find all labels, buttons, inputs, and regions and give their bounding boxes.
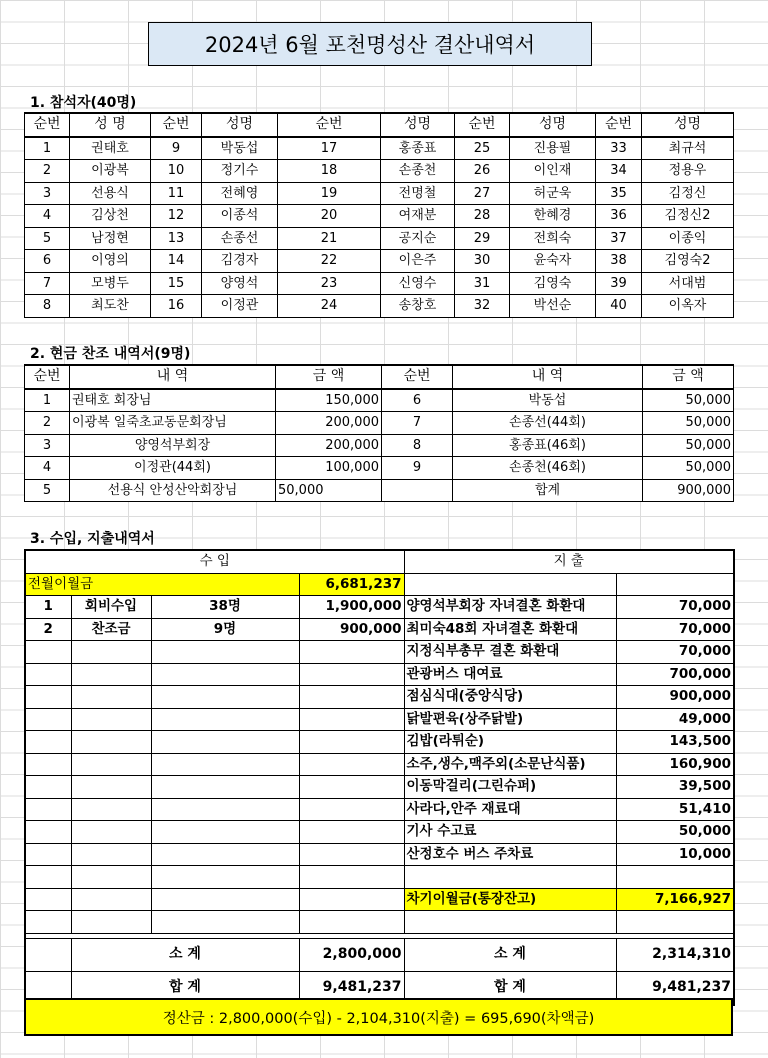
donation-amount: 200,000 bbox=[276, 434, 382, 457]
empty-cell bbox=[25, 663, 71, 686]
donation-detail: 홍종표(46회) bbox=[453, 434, 643, 457]
table-row bbox=[25, 250, 734, 273]
attendee-name: 이영의 bbox=[70, 250, 151, 273]
donation-amount: 100,000 bbox=[276, 457, 382, 480]
empty-cell bbox=[299, 776, 404, 799]
income-count: 9명 bbox=[151, 618, 299, 641]
attendee-name: 전희숙 bbox=[510, 227, 596, 250]
table-header: 성명 bbox=[642, 113, 734, 137]
order-number: 9 bbox=[382, 457, 453, 480]
attendee-name: 이옥자 bbox=[642, 295, 734, 318]
table-row bbox=[25, 731, 734, 754]
attendee-name: 박선순 bbox=[510, 295, 596, 318]
order-number: 37 bbox=[596, 227, 642, 250]
attendee-name: 이종익 bbox=[642, 227, 734, 250]
attendee-name: 김정신 bbox=[642, 182, 734, 205]
expense-item: 산정호수 버스 주차료 bbox=[404, 843, 616, 866]
empty-cell bbox=[71, 776, 151, 799]
attendee-name: 정용우 bbox=[642, 160, 734, 183]
empty-cell bbox=[71, 663, 151, 686]
table-header: 순번 bbox=[25, 365, 70, 389]
table-row bbox=[25, 479, 734, 502]
donation-detail: 손종선(44회) bbox=[453, 412, 643, 435]
table-header: 성 명 bbox=[70, 113, 151, 137]
income-amount: 1,900,000 bbox=[299, 596, 404, 619]
income-total: 9,481,237 bbox=[299, 971, 404, 1005]
order-number: 21 bbox=[278, 227, 381, 250]
expense-amount: 70,000 bbox=[616, 618, 734, 641]
income-total-label: 합 계 bbox=[71, 971, 299, 1005]
order-number: 18 bbox=[278, 160, 381, 183]
empty-cell bbox=[151, 843, 299, 866]
table-row bbox=[25, 412, 734, 435]
order-number: 7 bbox=[382, 412, 453, 435]
order-number: 1 bbox=[25, 137, 70, 160]
empty-cell bbox=[151, 686, 299, 709]
empty-cell bbox=[25, 821, 71, 844]
order-number: 34 bbox=[596, 160, 642, 183]
attendee-name: 박동섭 bbox=[202, 137, 278, 160]
empty-cell bbox=[299, 866, 404, 889]
order-number: 28 bbox=[455, 205, 510, 228]
attendee-name: 이광복 bbox=[70, 160, 151, 183]
expense-amount: 700,000 bbox=[616, 663, 734, 686]
attendee-name: 양영석 bbox=[202, 272, 278, 295]
empty-cell bbox=[71, 911, 151, 934]
expense-item: 닭발편육(상주닭발) bbox=[404, 708, 616, 731]
income-number: 1 bbox=[25, 596, 71, 619]
expense-subtotal: 2,314,310 bbox=[616, 938, 734, 971]
attendee-name: 서대범 bbox=[642, 272, 734, 295]
order-number: 4 bbox=[25, 457, 70, 480]
income-subtotal-label: 소 계 bbox=[71, 938, 299, 971]
income-number: 2 bbox=[25, 618, 71, 641]
attendee-name: 여재분 bbox=[381, 205, 455, 228]
order-number: 1 bbox=[25, 389, 70, 412]
order-number: 8 bbox=[25, 295, 70, 318]
carry-in-row bbox=[25, 573, 734, 596]
order-number: 2 bbox=[25, 412, 70, 435]
table-header: 금 액 bbox=[643, 365, 734, 389]
attendee-name: 공지순 bbox=[381, 227, 455, 250]
table-header: 순번 bbox=[151, 113, 202, 137]
table-row bbox=[25, 434, 734, 457]
order-number: 12 bbox=[151, 205, 202, 228]
order-number: 23 bbox=[278, 272, 381, 295]
attendee-name: 홍종표 bbox=[381, 137, 455, 160]
empty-cell bbox=[25, 888, 71, 911]
empty-cell bbox=[151, 821, 299, 844]
attendee-name: 김정신2 bbox=[642, 205, 734, 228]
empty-cell bbox=[71, 821, 151, 844]
empty-cell bbox=[71, 731, 151, 754]
attendee-name: 송창호 bbox=[381, 295, 455, 318]
attendee-name: 권태호 bbox=[70, 137, 151, 160]
table-row bbox=[25, 866, 734, 889]
empty-cell bbox=[25, 866, 71, 889]
donation-amount: 150,000 bbox=[276, 389, 382, 412]
empty-cell bbox=[299, 843, 404, 866]
empty-cell bbox=[71, 798, 151, 821]
attendee-name: 전혜영 bbox=[202, 182, 278, 205]
table-row bbox=[25, 618, 734, 641]
empty-cell bbox=[299, 911, 404, 934]
donation-detail: 선용식 안성산악회장님 bbox=[70, 479, 276, 502]
empty-cell bbox=[616, 573, 734, 596]
empty-cell bbox=[25, 938, 71, 971]
income-count: 38명 bbox=[151, 596, 299, 619]
empty-cell bbox=[71, 708, 151, 731]
order-number: 5 bbox=[25, 227, 70, 250]
attendee-name: 남정현 bbox=[70, 227, 151, 250]
donation-detail: 합계 bbox=[453, 479, 643, 502]
order-number: 40 bbox=[596, 295, 642, 318]
empty-cell bbox=[299, 686, 404, 709]
table-row bbox=[25, 160, 734, 183]
order-number: 27 bbox=[455, 182, 510, 205]
table-header: 내 역 bbox=[453, 365, 643, 389]
empty-cell bbox=[299, 641, 404, 664]
empty-cell bbox=[71, 888, 151, 911]
settlement-summary: 정산금 : 2,800,000(수입) - 2,104,310(지출) = 695,690(차액금) bbox=[24, 998, 733, 1036]
attendee-name: 손종천 bbox=[381, 160, 455, 183]
table-header: 금 액 bbox=[276, 365, 382, 389]
expense-item: 기사 수고료 bbox=[404, 821, 616, 844]
donation-detail: 박동섭 bbox=[453, 389, 643, 412]
empty-cell bbox=[299, 708, 404, 731]
order-number: 31 bbox=[455, 272, 510, 295]
table-row bbox=[25, 182, 734, 205]
expense-amount: 49,000 bbox=[616, 708, 734, 731]
attendee-name: 손종선 bbox=[202, 227, 278, 250]
table-row bbox=[25, 843, 734, 866]
attendee-name: 김경자 bbox=[202, 250, 278, 273]
empty-cell bbox=[299, 753, 404, 776]
subtotal-row bbox=[25, 938, 734, 971]
empty-cell bbox=[299, 821, 404, 844]
empty-cell bbox=[25, 708, 71, 731]
order-number: 39 bbox=[596, 272, 642, 295]
order-number: 20 bbox=[278, 205, 381, 228]
table-row bbox=[25, 596, 734, 619]
empty-cell bbox=[151, 663, 299, 686]
order-number: 13 bbox=[151, 227, 202, 250]
donation-detail: 이정관(44회) bbox=[70, 457, 276, 480]
income-header: 수 입 bbox=[25, 550, 404, 573]
table-row bbox=[25, 708, 734, 731]
empty-cell bbox=[151, 753, 299, 776]
table-row bbox=[25, 776, 734, 799]
donation-detail: 손종천(46회) bbox=[453, 457, 643, 480]
table-row bbox=[25, 888, 734, 911]
table-row bbox=[25, 137, 734, 160]
attendee-name: 최도찬 bbox=[70, 295, 151, 318]
empty-cell bbox=[151, 708, 299, 731]
order-number: 6 bbox=[382, 389, 453, 412]
attendee-name: 윤숙자 bbox=[510, 250, 596, 273]
order-number: 26 bbox=[455, 160, 510, 183]
table-header: 성명 bbox=[202, 113, 278, 137]
donation-amount: 50,000 bbox=[643, 389, 734, 412]
order-number: 17 bbox=[278, 137, 381, 160]
expense-item: 지정식부총무 결혼 화환대 bbox=[404, 641, 616, 664]
expense-item: 이동막걸리(그린슈퍼) bbox=[404, 776, 616, 799]
empty-cell bbox=[71, 686, 151, 709]
expense-item: 점심식대(중앙식당) bbox=[404, 686, 616, 709]
expense-total-label: 합 계 bbox=[404, 971, 616, 1005]
attendee-name: 김상천 bbox=[70, 205, 151, 228]
empty-cell bbox=[299, 798, 404, 821]
empty-cell bbox=[151, 911, 299, 934]
order-number: 2 bbox=[25, 160, 70, 183]
donation-amount: 50,000 bbox=[643, 457, 734, 480]
expense-amount: 10,000 bbox=[616, 843, 734, 866]
expense-amount: 50,000 bbox=[616, 821, 734, 844]
expense-amount: 51,410 bbox=[616, 798, 734, 821]
attendee-name: 최규석 bbox=[642, 137, 734, 160]
order-number: 4 bbox=[25, 205, 70, 228]
table-row bbox=[25, 272, 734, 295]
empty-cell bbox=[25, 641, 71, 664]
document-title: 2024년 6월 포천명성산 결산내역서 bbox=[148, 22, 592, 66]
order-number: 11 bbox=[151, 182, 202, 205]
income-item: 찬조금 bbox=[71, 618, 151, 641]
attendee-name: 이인재 bbox=[510, 160, 596, 183]
expense-item: 최미숙48회 자녀결혼 화환대 bbox=[404, 618, 616, 641]
attendee-name: 선용식 bbox=[70, 182, 151, 205]
expense-subtotal-label: 소 계 bbox=[404, 938, 616, 971]
income-item: 회비수입 bbox=[71, 596, 151, 619]
table-row bbox=[25, 686, 734, 709]
section2-title: 2. 현금 찬조 내역서(9명) bbox=[30, 346, 191, 362]
attendee-name: 신영수 bbox=[381, 272, 455, 295]
table-row bbox=[25, 205, 734, 228]
empty-cell bbox=[151, 798, 299, 821]
table-row bbox=[25, 798, 734, 821]
order-number: 22 bbox=[278, 250, 381, 273]
empty-cell bbox=[616, 911, 734, 934]
attendee-table bbox=[24, 112, 734, 318]
order-number: 7 bbox=[25, 272, 70, 295]
attendee-name: 전명철 bbox=[381, 182, 455, 205]
attendee-name: 모병두 bbox=[70, 272, 151, 295]
order-number: 15 bbox=[151, 272, 202, 295]
table-header: 순번 bbox=[278, 113, 381, 137]
order-number: 38 bbox=[596, 250, 642, 273]
empty-cell bbox=[25, 776, 71, 799]
attendee-name: 이은주 bbox=[381, 250, 455, 273]
expense-total: 9,481,237 bbox=[616, 971, 734, 1005]
empty-cell bbox=[25, 798, 71, 821]
empty-cell bbox=[299, 888, 404, 911]
donation-amount: 200,000 bbox=[276, 412, 382, 435]
attendee-name: 한혜경 bbox=[510, 205, 596, 228]
order-number: 14 bbox=[151, 250, 202, 273]
empty-cell bbox=[151, 888, 299, 911]
table-header: 성명 bbox=[510, 113, 596, 137]
table-row bbox=[25, 457, 734, 480]
order-number: 16 bbox=[151, 295, 202, 318]
empty-cell bbox=[151, 731, 299, 754]
attendee-name: 김영숙 bbox=[510, 272, 596, 295]
empty-cell bbox=[25, 843, 71, 866]
expense-amount: 70,000 bbox=[616, 641, 734, 664]
donation-amount: 50,000 bbox=[643, 412, 734, 435]
table-row bbox=[25, 663, 734, 686]
expense-item: 양영석부회장 자녀결혼 화환대 bbox=[404, 596, 616, 619]
expense-item: 관광버스 대여료 bbox=[404, 663, 616, 686]
table-header: 순번 bbox=[596, 113, 642, 137]
empty-row bbox=[25, 911, 734, 934]
empty-cell bbox=[151, 866, 299, 889]
section3-title: 3. 수입, 지출내역서 bbox=[30, 531, 155, 547]
order-number: 3 bbox=[25, 434, 70, 457]
order-number: 29 bbox=[455, 227, 510, 250]
order-number: 6 bbox=[25, 250, 70, 273]
carry-in-label: 전월이월금 bbox=[25, 573, 299, 596]
table-row bbox=[25, 641, 734, 664]
attendee-name: 정기수 bbox=[202, 160, 278, 183]
empty-cell bbox=[71, 641, 151, 664]
order-number: 19 bbox=[278, 182, 381, 205]
section1-title: 1. 참석자(40명) bbox=[30, 95, 137, 111]
attendee-name: 허군욱 bbox=[510, 182, 596, 205]
order-number: 33 bbox=[596, 137, 642, 160]
expense-item: 사라다,안주 재료대 bbox=[404, 798, 616, 821]
order-number: 8 bbox=[382, 434, 453, 457]
donation-detail: 이광복 일죽초교동문회장님 bbox=[70, 412, 276, 435]
donation-amount: 50,000 bbox=[643, 434, 734, 457]
empty-cell bbox=[71, 866, 151, 889]
empty-cell bbox=[25, 731, 71, 754]
empty-cell bbox=[404, 573, 616, 596]
order-number bbox=[382, 479, 453, 502]
empty-cell bbox=[71, 753, 151, 776]
order-number: 30 bbox=[455, 250, 510, 273]
donation-amount: 900,000 bbox=[643, 479, 734, 502]
carry-out-value: 7,166,927 bbox=[616, 888, 734, 911]
empty-cell bbox=[71, 843, 151, 866]
table-header: 순번 bbox=[382, 365, 453, 389]
expense-amount: 143,500 bbox=[616, 731, 734, 754]
table-header: 성명 bbox=[381, 113, 455, 137]
order-number: 3 bbox=[25, 182, 70, 205]
order-number: 25 bbox=[455, 137, 510, 160]
donation-detail: 양영석부회장 bbox=[70, 434, 276, 457]
table-header-row bbox=[25, 550, 734, 573]
expense-item: 김밥(라튀순) bbox=[404, 731, 616, 754]
empty-cell bbox=[25, 911, 71, 934]
attendee-name: 이종석 bbox=[202, 205, 278, 228]
empty-cell bbox=[299, 731, 404, 754]
attendee-name: 이정관 bbox=[202, 295, 278, 318]
order-number: 9 bbox=[151, 137, 202, 160]
order-number: 24 bbox=[278, 295, 381, 318]
expense-amount: 900,000 bbox=[616, 686, 734, 709]
empty-cell bbox=[616, 866, 734, 889]
empty-cell bbox=[25, 686, 71, 709]
donation-amount: 50,000 bbox=[276, 479, 382, 502]
table-header: 내 역 bbox=[70, 365, 276, 389]
table-row bbox=[25, 295, 734, 318]
expense-item: 소주,생수,맥주외(소문난식품) bbox=[404, 753, 616, 776]
income-subtotal: 2,800,000 bbox=[299, 938, 404, 971]
table-row bbox=[25, 227, 734, 250]
table-row bbox=[25, 753, 734, 776]
table-row bbox=[25, 389, 734, 412]
order-number: 35 bbox=[596, 182, 642, 205]
attendee-name: 김영숙2 bbox=[642, 250, 734, 273]
order-number: 5 bbox=[25, 479, 70, 502]
table-row bbox=[25, 821, 734, 844]
table-header: 순번 bbox=[25, 113, 70, 137]
empty-cell bbox=[25, 753, 71, 776]
income-expense-table bbox=[24, 549, 735, 1006]
empty-cell bbox=[151, 641, 299, 664]
order-number: 10 bbox=[151, 160, 202, 183]
order-number: 32 bbox=[455, 295, 510, 318]
expense-amount: 39,500 bbox=[616, 776, 734, 799]
expense-amount: 160,900 bbox=[616, 753, 734, 776]
carry-out-label: 차기이월금(통장잔고) bbox=[404, 888, 616, 911]
expense-amount: 70,000 bbox=[616, 596, 734, 619]
empty-cell bbox=[404, 866, 616, 889]
order-number: 36 bbox=[596, 205, 642, 228]
carry-in-value: 6,681,237 bbox=[299, 573, 404, 596]
attendee-name: 진용필 bbox=[510, 137, 596, 160]
table-header: 순번 bbox=[455, 113, 510, 137]
donation-table bbox=[24, 364, 734, 502]
empty-cell bbox=[151, 776, 299, 799]
expense-header: 지 출 bbox=[404, 550, 734, 573]
empty-cell bbox=[404, 911, 616, 934]
empty-cell bbox=[299, 663, 404, 686]
donation-detail: 권태호 회장님 bbox=[70, 389, 276, 412]
income-amount: 900,000 bbox=[299, 618, 404, 641]
